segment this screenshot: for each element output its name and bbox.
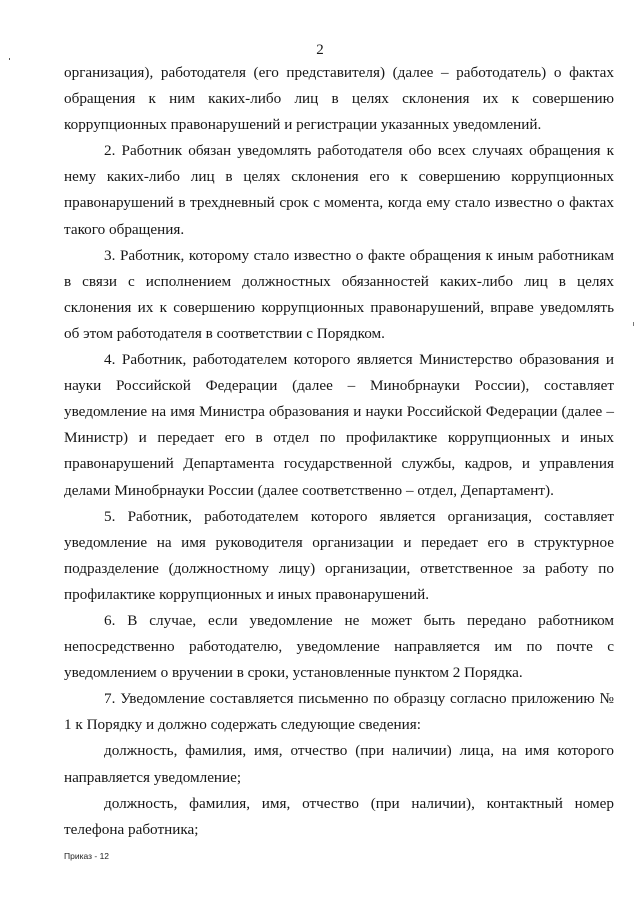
document-body	[64, 60, 614, 843]
paragraph-item-3: 3. Работник, которому стало известно о факте обращения к иным работникам в связи с исполнением должностных обязанностей каких-либо лиц в целях склонения их к совершению коррупционных правонарушений, вправе уведомлять об этом работодателя в соответствии с Порядком.	[64, 246, 614, 342]
page-number: 2	[316, 42, 324, 58]
paragraph-item-6: 6. В случае, если уведомление не может быть передано работником непосредственно работодателю, уведомление направляется им по почте с уведомлением о вручении в сроки, установленные пунктом 2 Порядка.	[64, 611, 614, 682]
paragraph-item-7: 7. Уведомление составляется письменно по образцу согласно приложению № 1 к Порядку и должно содержать следующие сведения:	[64, 690, 614, 734]
paragraph-subitem-addressee: должность, фамилия, имя, отчество (при наличии) лица, на имя которого направляется уведомление;	[64, 742, 614, 786]
paragraph-item-4: 4. Работник, работодателем которого является Министерство образования и науки Российской Федерации (далее – Минобрнауки России), составляет уведомление на имя Министра образования и науки Российской Федерации (далее – Министр) и передает его в отдел по профилактике коррупционных и иных правонарушений Департамента государственной службы, кадров, и управления делами Минобрнауки России (далее соответственно – отдел, Департамент).	[64, 351, 614, 499]
paragraph-item-2: 2. Работник обязан уведомлять работодателя обо всех случаях обращения к нему каких-либо лиц в целях склонения его к совершению коррупционных правонарушений в трехдневный срок с момента, когда ему стало известно о фактах такого обращения.	[64, 142, 614, 238]
paragraph-item-5: 5. Работник, работодателем которого является организация, составляет уведомление на имя руководителя организации и передает его в структурное подразделение (должностному лицу) организации, ответственное за работу по профилактике коррупционных и иных правонарушений.	[64, 507, 614, 603]
document-footer: Приказ - 12	[64, 851, 110, 861]
paragraph-continuation: организация), работодателя (его представителя) (далее – работодатель) о фактах обращения к ним каких-либо лиц в целях склонения их к совершению коррупционных правонарушений и регистрации указанных уведомлений.	[64, 64, 614, 134]
scan-artifact	[633, 322, 634, 326]
paragraph-subitem-employee: должность, фамилия, имя, отчество (при наличии), контактный номер телефона работника;	[64, 794, 614, 838]
